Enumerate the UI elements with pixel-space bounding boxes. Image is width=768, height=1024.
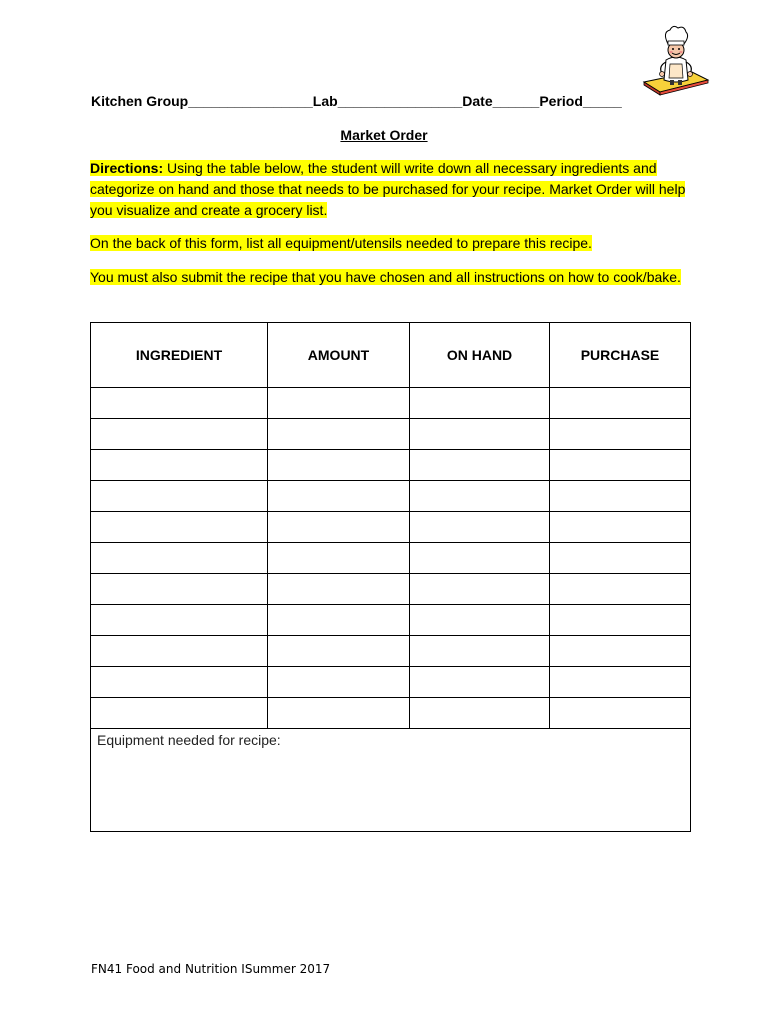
column-header-on-hand: ON HAND	[410, 323, 550, 388]
on-hand-cell[interactable]	[410, 450, 550, 481]
table-row	[91, 698, 691, 729]
amount-cell[interactable]	[268, 543, 410, 574]
ingredient-cell[interactable]	[91, 667, 268, 698]
purchase-cell[interactable]	[550, 419, 691, 450]
ingredient-cell[interactable]	[91, 574, 268, 605]
column-header-ingredient: INGREDIENT	[91, 323, 268, 388]
ingredient-cell[interactable]	[91, 698, 268, 729]
chef-clipart-icon	[640, 22, 712, 96]
amount-cell[interactable]	[268, 419, 410, 450]
ingredient-cell[interactable]	[91, 419, 268, 450]
purchase-cell[interactable]	[550, 512, 691, 543]
on-hand-cell[interactable]	[410, 543, 550, 574]
amount-cell[interactable]	[268, 667, 410, 698]
ingredient-cell[interactable]	[91, 543, 268, 574]
page-title: Market Order	[340, 127, 428, 143]
amount-cell[interactable]	[268, 450, 410, 481]
equipment-instructions	[90, 233, 690, 254]
recipe-instructions-text: You must also submit the recipe that you have chosen and all instructions on how to cook/bake.	[90, 269, 681, 285]
purchase-cell[interactable]	[550, 388, 691, 419]
table-row	[91, 512, 691, 543]
table-row	[91, 388, 691, 419]
amount-cell[interactable]	[268, 388, 410, 419]
on-hand-cell[interactable]	[410, 512, 550, 543]
on-hand-cell[interactable]	[410, 419, 550, 450]
purchase-cell[interactable]	[550, 605, 691, 636]
purchase-cell[interactable]	[550, 481, 691, 512]
ingredient-cell[interactable]	[91, 388, 268, 419]
ingredient-cell[interactable]	[91, 636, 268, 667]
directions-paragraph	[90, 158, 690, 221]
ingredient-cell[interactable]	[91, 512, 268, 543]
on-hand-cell[interactable]	[410, 388, 550, 419]
on-hand-cell[interactable]	[410, 605, 550, 636]
table-row	[91, 574, 691, 605]
equipment-label: Equipment needed for recipe:	[97, 732, 281, 748]
on-hand-cell[interactable]	[410, 698, 550, 729]
table-row	[91, 667, 691, 698]
purchase-cell[interactable]	[550, 450, 691, 481]
on-hand-cell[interactable]	[410, 636, 550, 667]
purchase-cell[interactable]	[550, 667, 691, 698]
purchase-cell[interactable]	[550, 636, 691, 667]
form-header-fields: Kitchen Group________________Lab________________Date______Period_____	[91, 93, 622, 109]
ingredient-cell[interactable]	[91, 605, 268, 636]
purchase-cell[interactable]	[550, 698, 691, 729]
directions-label: Directions:	[90, 160, 164, 176]
amount-cell[interactable]	[268, 698, 410, 729]
directions-text: Using the table below, the student will write down all necessary ingredients and categorize on hand and those that needs to be purchased for your recipe. Market Order will help you visualize and create a grocery list.	[90, 160, 686, 218]
table-row	[91, 450, 691, 481]
table-row	[91, 481, 691, 512]
amount-cell[interactable]	[268, 605, 410, 636]
purchase-cell[interactable]	[550, 543, 691, 574]
on-hand-cell[interactable]	[410, 574, 550, 605]
table-row	[91, 419, 691, 450]
equipment-cell[interactable]	[91, 729, 691, 832]
purchase-cell[interactable]	[550, 574, 691, 605]
table-row	[91, 636, 691, 667]
page-footer: FN41 Food and Nutrition ISummer 2017	[91, 962, 331, 976]
amount-cell[interactable]	[268, 512, 410, 543]
ingredient-cell[interactable]	[91, 481, 268, 512]
amount-cell[interactable]	[268, 481, 410, 512]
amount-cell[interactable]	[268, 574, 410, 605]
column-header-amount: AMOUNT	[268, 323, 410, 388]
market-order-table	[90, 322, 691, 832]
on-hand-cell[interactable]	[410, 481, 550, 512]
on-hand-cell[interactable]	[410, 667, 550, 698]
table-row	[91, 543, 691, 574]
equipment-instructions-text: On the back of this form, list all equipment/utensils needed to prepare this recipe.	[90, 235, 592, 251]
ingredient-cell[interactable]	[91, 450, 268, 481]
equipment-row	[91, 729, 691, 832]
table-header-row	[91, 323, 691, 388]
table-row	[91, 605, 691, 636]
column-header-purchase: PURCHASE	[550, 323, 691, 388]
amount-cell[interactable]	[268, 636, 410, 667]
recipe-instructions	[90, 267, 690, 288]
